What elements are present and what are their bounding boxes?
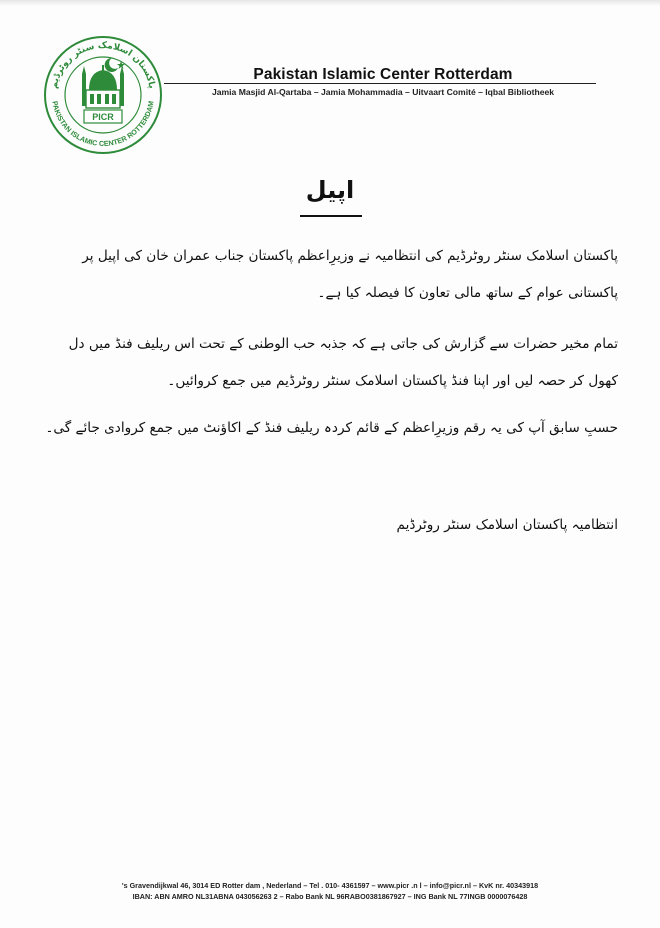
header-divider <box>164 83 596 84</box>
footer-contact-line: 's Gravendijkwal 46, 3014 ED Rotter dam , Nederland – Tel . 010- 4361597 – www.picr .n l – info@picr.nl – KvK nr. 40343918 <box>121 881 539 890</box>
footer <box>60 880 600 902</box>
page-top-shadow <box>0 0 660 6</box>
organization-subtitle: Jamia Masjid Al-Qartaba – Jamia Mohammadia – Uitvaart Comité – Iqbal Bibliotheek <box>211 87 555 97</box>
paragraph-2: تمام مخیر حضرات سے گزارش کی جاتی ہے کہ جذبہ حب الوطنی کے تحت اس ریلیف فنڈ میں دل کھول کر حصہ لیں اور اپنا فنڈ پاکستان اسلامک سنٹر روٹرڈیم میں جمع کروائیں۔ <box>68 336 618 389</box>
paragraph-3: حسبِ سابق آپ کی یہ رقم وزیرِاعظم کے قائم کردہ ریلیف فنڈ کے اکاؤنٹ میں جمع کروادی جائے گی۔ <box>45 420 618 436</box>
appeal-heading: اپیل <box>305 176 355 204</box>
svg-text:PAKISTAN ISLAMIC CENTER ROTTER: PAKISTAN ISLAMIC CENTER ROTTERDAM <box>50 100 156 149</box>
paragraph-1: پاکستان اسلامک سنٹر روٹرڈیم کی انتظامیہ نے وزیرِاعظم پاکستان جناب عمران خان کی اپیل پر پاکستانی عوام کے ساتھ مالی تعاون کا فیصلہ کیا ہے۔ <box>82 248 618 301</box>
heading-underline <box>300 215 362 217</box>
signature-line: انتظامیہ پاکستان اسلامک سنٹر روٹرڈیم <box>396 517 618 533</box>
picr-logo <box>42 34 164 156</box>
logo-label: PICR <box>92 112 114 122</box>
footer-bank-line: IBAN: ABN AMRO NL31ABNA 043056263 2 – Rabo Bank NL 96RABO0381867927 – ING Bank NL 77INGB 0000076428 <box>132 892 528 901</box>
mosque-emblem-icon <box>42 34 164 156</box>
svg-text:پاکستان اسلامک سنٹر روٹرڈیم: پاکستان اسلامک سنٹر روٹرڈیم <box>49 40 157 90</box>
organization-title: Pakistan Islamic Center Rotterdam <box>253 66 513 83</box>
